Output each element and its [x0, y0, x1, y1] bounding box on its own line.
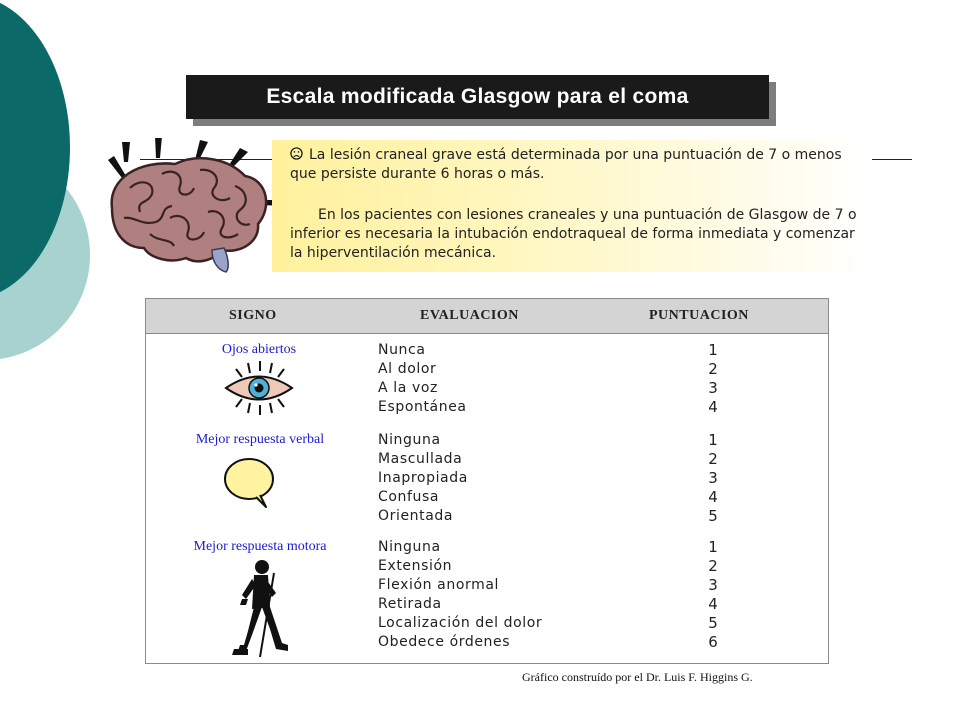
evaluation-item: Ninguna [378, 539, 441, 555]
evaluation-item: Extensión [378, 558, 453, 574]
sad-face-icon [290, 147, 303, 160]
score-item: 3 [708, 576, 718, 594]
evaluation-item: Espontánea [378, 399, 467, 415]
scores-verbal [703, 431, 723, 526]
header-signo: SIGNO [229, 308, 277, 323]
evaluation-item: Al dolor [378, 361, 437, 377]
evaluation-item: Inapropiada [378, 470, 468, 486]
signo-respuesta-motora: Mejor respuesta motora [193, 539, 327, 554]
score-item: 3 [708, 469, 718, 487]
info-paragraph-1 [290, 146, 860, 184]
evaluation-item: Mascullada [378, 451, 463, 467]
signo-respuesta-verbal: Mejor respuesta verbal [195, 432, 325, 447]
glasgow-table [145, 298, 829, 664]
evaluations-motora [378, 538, 542, 652]
evaluation-item: Confusa [378, 489, 440, 505]
divider-line-right [866, 159, 912, 160]
score-item: 4 [708, 488, 718, 506]
score-item: 1 [708, 538, 718, 556]
evaluation-item: Ninguna [378, 432, 441, 448]
score-item: 5 [708, 507, 718, 525]
walking-person-icon [224, 559, 290, 659]
page-title: Escala modificada Glasgow para el coma [266, 85, 689, 108]
score-item: 4 [708, 398, 718, 416]
evaluation-item: Nunca [378, 342, 426, 358]
header-evaluacion: EVALUACION [420, 308, 519, 323]
evaluation-item: Flexión anormal [378, 577, 500, 593]
info-paragraph-1-text: La lesión craneal grave está determinada por una puntuación de 7 o menos que persiste durante 6 horas o más. [290, 147, 842, 182]
score-item: 2 [708, 360, 718, 378]
evaluations-verbal [378, 431, 468, 526]
info-box [272, 140, 872, 272]
score-item: 3 [708, 379, 718, 397]
score-item: 4 [708, 595, 718, 613]
brain-icon [100, 138, 290, 278]
speech-bubble-icon [222, 455, 282, 511]
scores-motora [703, 538, 723, 652]
evaluation-item: Localización del dolor [378, 615, 543, 631]
evaluation-item: Orientada [378, 508, 454, 524]
header-puntuacion: PUNTUACION [649, 308, 749, 323]
info-paragraph-2-text: En los pacientes con lesiones craneales y una puntuación de Glasgow de 7 o inferior es necesaria la intubación endotraqueal de forma inmediata y comenzar la hiperventilación mecánica. [290, 207, 857, 261]
score-item: 5 [708, 614, 718, 632]
info-paragraph-2 [290, 206, 865, 263]
scores-ojos [703, 341, 723, 417]
score-item: 2 [708, 557, 718, 575]
evaluation-item: Retirada [378, 596, 442, 612]
eye-icon [222, 361, 296, 415]
title-banner [186, 75, 769, 119]
score-item: 2 [708, 450, 718, 468]
score-item: 6 [708, 633, 718, 651]
evaluation-item: Obedece órdenes [378, 634, 511, 650]
evaluations-ojos [378, 341, 467, 417]
table-header-row [146, 299, 828, 334]
score-item: 1 [708, 431, 718, 449]
credit-text: Gráfico construído por el Dr. Luis F. Higgins G. [522, 670, 753, 684]
evaluation-item: A la voz [378, 380, 438, 396]
signo-ojos-abiertos: Ojos abiertos [221, 342, 297, 357]
score-item: 1 [708, 341, 718, 359]
